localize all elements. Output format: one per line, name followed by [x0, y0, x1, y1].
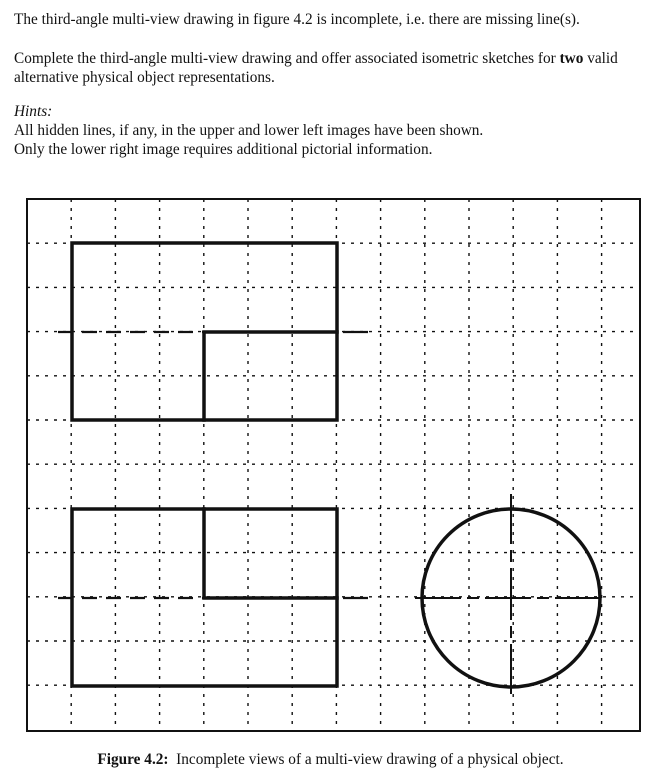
figure-frame	[27, 199, 640, 731]
top-view	[58, 243, 368, 420]
task-text-line2: alternative physical object representations.	[14, 69, 275, 86]
task-text-end: valid	[583, 50, 618, 67]
side-view	[415, 494, 607, 702]
figure-caption	[0, 750, 661, 769]
front-view-step	[204, 509, 337, 598]
intro-paragraph: The third-angle multi-view drawing in figure 4.2 is incomplete, i.e. there are missing line(s).	[14, 11, 580, 28]
front-view	[58, 509, 368, 686]
hints-title: Hints:	[14, 103, 53, 120]
caption-label: Figure 4.2:	[97, 751, 169, 768]
task-emphasis: two	[559, 50, 584, 67]
dotted-grid	[27, 199, 640, 731]
hint-item-2: Only the lower right image requires additional pictorial information.	[14, 141, 433, 158]
hint-item-1: All hidden lines, if any, in the upper and lower left images have been shown.	[14, 122, 484, 139]
task-text-start: Complete the third-angle multi-view drawing and offer associated isometric sketches for	[14, 50, 560, 67]
caption-text: Incomplete views of a multi-view drawing of a physical object.	[168, 751, 564, 768]
